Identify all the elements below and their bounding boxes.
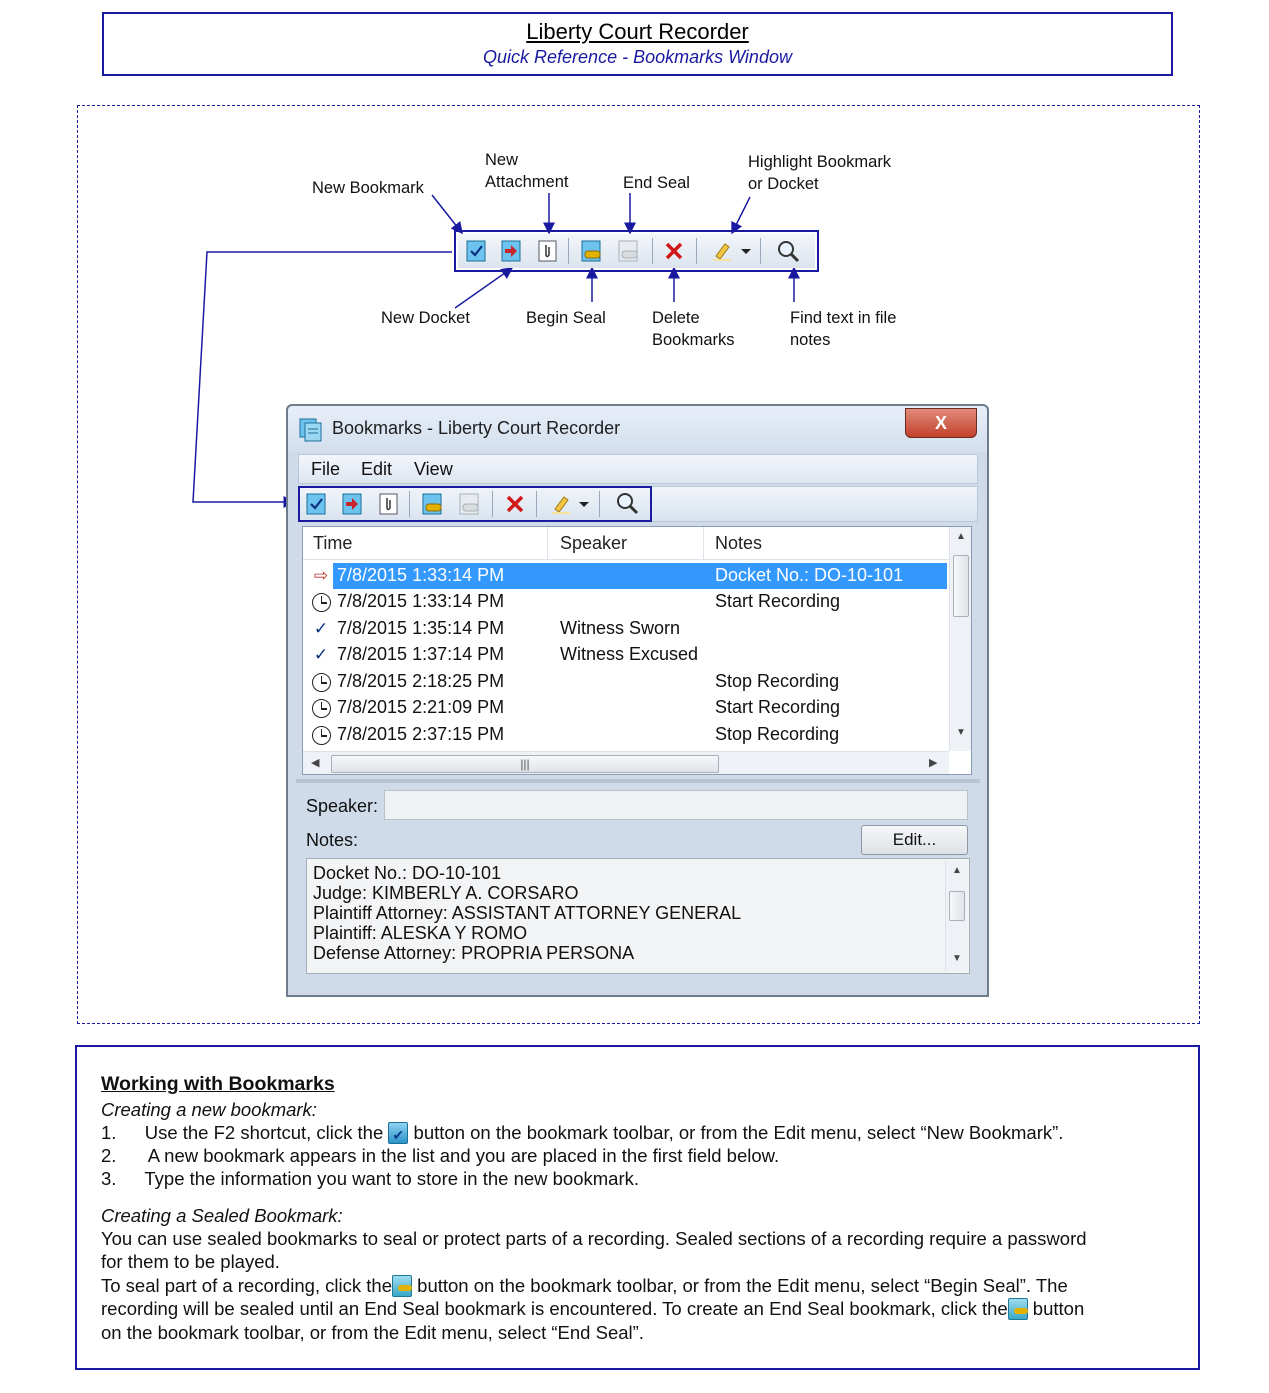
table-row[interactable]: 7/8/2015 2:18:25 PM Stop Recording [303, 669, 949, 695]
bookmark-list[interactable] [302, 526, 972, 775]
table-row[interactable]: 7/8/2015 2:37:15 PM Stop Recording [303, 722, 949, 748]
para1-line2: for them to be played. [101, 1251, 280, 1272]
table-row[interactable]: ✓ 7/8/2015 1:35:14 PM Witness Sworn [303, 616, 949, 642]
scroll-thumb[interactable] [949, 891, 965, 921]
callout-new-docket: New Docket [381, 309, 470, 327]
para2-line1: To seal part of a recording, click the button on the bookmark toolbar, or from the Edit menu, select “Begin Seal”. The [101, 1275, 1068, 1296]
bookmarks-app-icon [298, 416, 324, 442]
clock-icon [312, 593, 331, 612]
para2-line2: recording will be sealed until an End Seal bookmark is encountered. To create an End Seal bookmark, click the button [101, 1298, 1085, 1319]
document-title: Liberty Court Recorder [526, 19, 749, 44]
new-bookmark-icon[interactable] [465, 239, 489, 263]
splitter[interactable] [296, 779, 980, 783]
clock-icon [312, 699, 331, 718]
scroll-down-icon[interactable]: ▼ [956, 727, 966, 738]
callout-new-attachment: New Attachment [485, 151, 569, 191]
bookmarks-window [286, 404, 989, 997]
column-speaker[interactable]: Speaker [560, 533, 628, 553]
working-with-bookmarks-section [75, 1045, 1200, 1370]
step-3: 3. Type the information you want to store in the new bookmark. [101, 1168, 640, 1189]
table-row[interactable]: 7/8/2015 2:21:09 PM Start Recording [303, 695, 949, 721]
window-toolbar [298, 486, 978, 522]
list-header [303, 527, 949, 560]
menu-bar [298, 454, 978, 484]
diagram-toolbar [458, 234, 815, 268]
callout-delete-bookmarks: Delete Bookmarks [652, 309, 735, 349]
table-row[interactable]: ✓ 7/8/2015 1:37:14 PM Witness Excused [303, 642, 949, 668]
subheading-sealed-bookmark: Creating a Sealed Bookmark: [101, 1205, 343, 1226]
window-title: Bookmarks - Liberty Court Recorder [332, 418, 621, 438]
scroll-down-icon[interactable]: ▼ [952, 953, 962, 964]
callout-end-seal: End Seal [623, 174, 690, 192]
speaker-input[interactable] [384, 790, 968, 820]
new-docket-icon[interactable] [500, 239, 524, 263]
subheading-new-bookmark: Creating a new bookmark: [101, 1099, 317, 1120]
table-row[interactable]: ⇨ 7/8/2015 1:33:14 PM Docket No.: DO-10-101 [303, 563, 949, 589]
find-text-icon[interactable] [776, 239, 800, 263]
callout-find-text: Find text in file notes [790, 309, 897, 349]
list-horizontal-scrollbar[interactable] [303, 751, 949, 775]
scroll-left-icon[interactable]: ◀ [311, 757, 320, 769]
scroll-up-icon[interactable]: ▲ [956, 531, 966, 542]
step-1: 1. Use the F2 shortcut, click the ✔ button on the bookmark toolbar, or from the Edit menu, select “New Bookmark”. [101, 1121, 1063, 1144]
docket-arrow-icon: ⇨ [313, 566, 329, 585]
document-subtitle: Quick Reference - Bookmarks Window [483, 47, 792, 67]
clock-icon [312, 673, 331, 692]
table-row[interactable]: 7/8/2015 1:33:14 PM Start Recording [303, 589, 949, 615]
scroll-thumb[interactable] [953, 555, 969, 617]
list-vertical-scrollbar[interactable] [949, 527, 971, 751]
toolbar-highlight-box [298, 486, 652, 522]
column-notes[interactable]: Notes [715, 533, 763, 553]
notes-label: Notes: [306, 830, 359, 850]
speaker-label: Speaker: [306, 796, 379, 816]
begin-seal-icon[interactable] [580, 239, 604, 263]
delete-bookmarks-icon[interactable] [662, 239, 686, 263]
para1-line1: You can use sealed bookmarks to seal or protect parts of a recording. Sealed sections of a recording require a password [101, 1228, 1087, 1249]
scroll-right-icon[interactable]: ▶ [929, 757, 938, 769]
new-attachment-icon[interactable] [536, 239, 560, 263]
callout-new-bookmark: New Bookmark [312, 179, 424, 197]
notes-vertical-scrollbar[interactable] [945, 861, 967, 971]
check-icon: ✓ [313, 619, 329, 638]
column-time[interactable]: Time [313, 533, 353, 553]
end-seal-icon [1008, 1298, 1028, 1320]
menu-view[interactable]: View [414, 459, 453, 479]
new-bookmark-icon [388, 1122, 408, 1144]
step-2: 2. A new bookmark appears in the list and you are placed in the first field below. [101, 1145, 780, 1166]
window-title-bar [288, 406, 987, 452]
edit-button[interactable]: Edit... [861, 825, 968, 855]
notes-textarea[interactable]: Docket No.: DO-10-101 Judge: KIMBERLY A. CORSARO Plaintiff Attorney: ASSISTANT ATTORNEY GENERAL Plaintiff: ALESKA Y ROMO Defense Attorney: PROPRIA PERSONA ▲ ▼ [306, 858, 970, 974]
scroll-up-icon[interactable]: ▲ [952, 865, 962, 876]
para2-line3: on the bookmark toolbar, or from the Edit menu, select “End Seal”. [101, 1322, 644, 1343]
close-button[interactable]: X [905, 408, 977, 438]
clock-icon [312, 726, 331, 745]
scroll-thumb[interactable]: ||| [331, 755, 719, 773]
menu-edit[interactable]: Edit [361, 459, 393, 479]
check-icon: ✓ [313, 645, 329, 664]
begin-seal-icon [392, 1275, 412, 1297]
highlight-icon[interactable] [710, 239, 734, 263]
callout-begin-seal: Begin Seal [526, 309, 606, 327]
dropdown-arrow-icon[interactable] [738, 239, 754, 263]
end-seal-icon[interactable] [617, 239, 641, 263]
section-heading: Working with Bookmarks [101, 1073, 335, 1095]
menu-file[interactable]: File [311, 459, 341, 479]
callout-highlight: Highlight Bookmark or Docket [748, 153, 892, 193]
